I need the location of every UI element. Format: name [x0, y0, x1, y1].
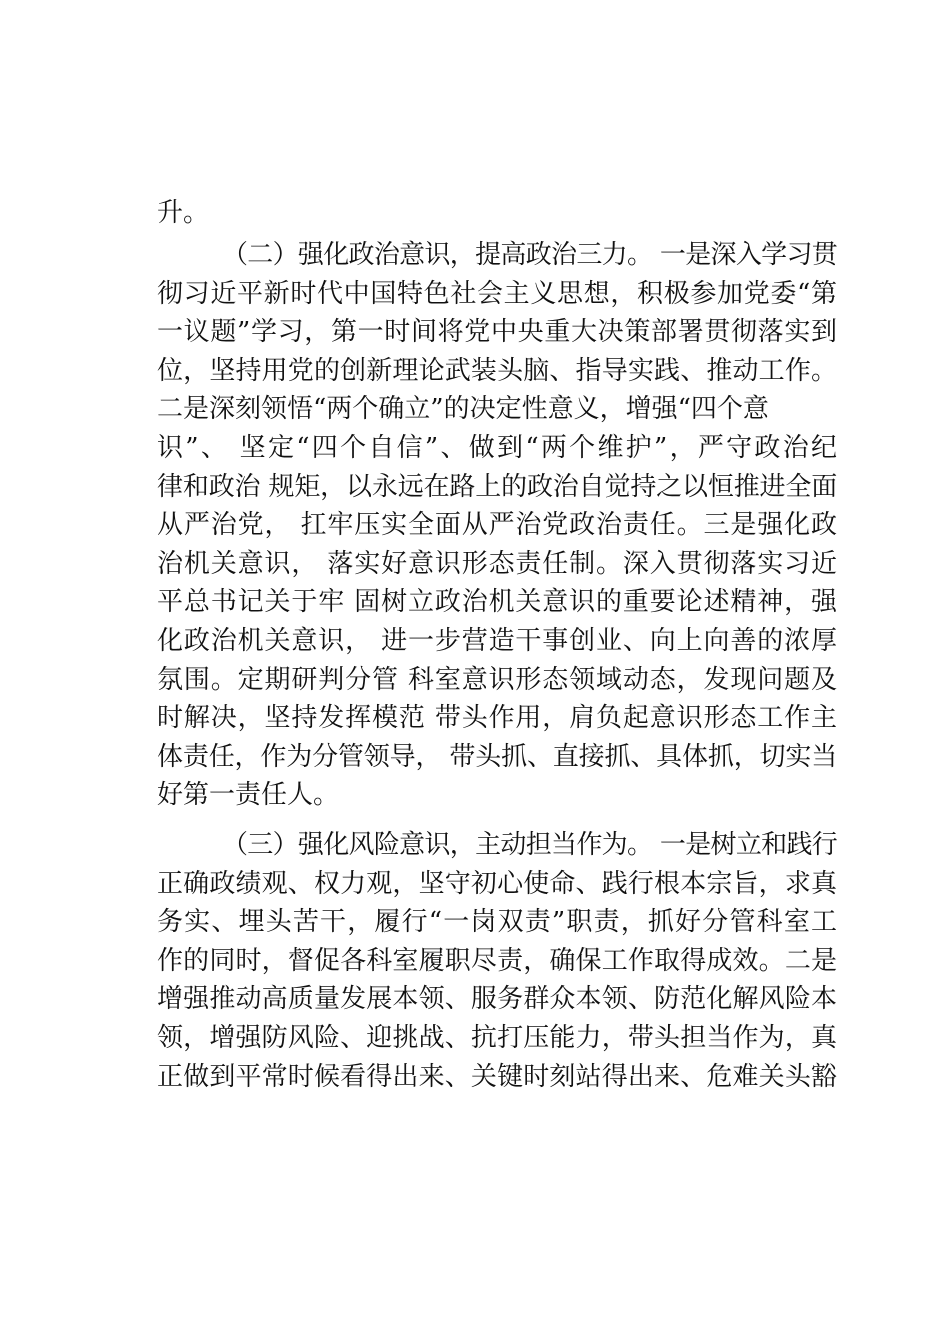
text-line: 识”、 坚定“四个自信”、做到“两个维护”，严守政治纪 [157, 432, 837, 463]
text-line: 增强推动高质量发展本领、服务群众本领、防范化解风险本 [157, 984, 837, 1015]
text-line: 平总书记关于牢 固树立政治机关意识的重要论述精神，强 [157, 587, 837, 618]
text-line: 位，坚持用党的创新理论武装头脑、指导实践、推动工作。 [157, 355, 837, 386]
text-line: 体责任，作为分管领导， 带头抓、直接抓、具体抓，切实当 [157, 741, 837, 772]
text-line: 好第一责任人。 [157, 780, 340, 811]
text-line: 作的同时，督促各科室履职尽责，确保工作取得成效。二是 [157, 945, 837, 976]
text-line: 律和政治 规矩，以永远在路上的政治自觉持之以恒推进全面 [157, 471, 837, 502]
text-line: 从严治党， 扛牢压实全面从严治党政治责任。三是强化政 [157, 510, 837, 541]
text-line: 治机关意识， 落实好意识形态责任制。深入贯彻落实习近 [157, 548, 837, 579]
text-line: 化政治机关意识， 进一步营造干事创业、向上向善的浓厚 [157, 625, 837, 656]
paragraph-continuation [157, 194, 837, 233]
text-line: （二）强化政治意识，提高政治三力。 一是深入学习贯 [222, 240, 837, 270]
text-line: 二是深刻领悟“两个确立”的决定性意义，增强“四个意 [157, 394, 769, 425]
text-line: 领，增强防风险、迎挑战、抗打压能力，带头担当作为，真 [157, 1022, 837, 1053]
text-line: （三）强化风险意识，主动担当作为。 一是树立和践行 [222, 830, 837, 860]
text-line: 时解决，坚持发挥模范 带头作用，肩负起意识形态工作主 [157, 703, 837, 734]
text-line: 升。 [157, 198, 210, 228]
paragraph-political-awareness [157, 236, 837, 815]
text-line: 务实、埋头苦干，履行“一岗双责”职责，抓好分管科室工 [157, 907, 837, 938]
text-line: 正确政绩观、权力观，坚守初心使命、践行根本宗旨，求真 [157, 868, 837, 899]
text-line: 彻习近平新时代中国特色社会主义思想，积极参加党委“第 [157, 278, 837, 309]
paragraph-risk-awareness [157, 826, 837, 1096]
text-line: 正做到平常时候看得出来、关键时刻站得出来、危难关头豁 [157, 1061, 837, 1092]
text-line: 一议题”学习，第一时间将党中央重大决策部署贯彻落实到 [157, 317, 837, 348]
text-line: 氛围。定期研判分管 科室意识形态领域动态，发现问题及 [157, 664, 837, 695]
